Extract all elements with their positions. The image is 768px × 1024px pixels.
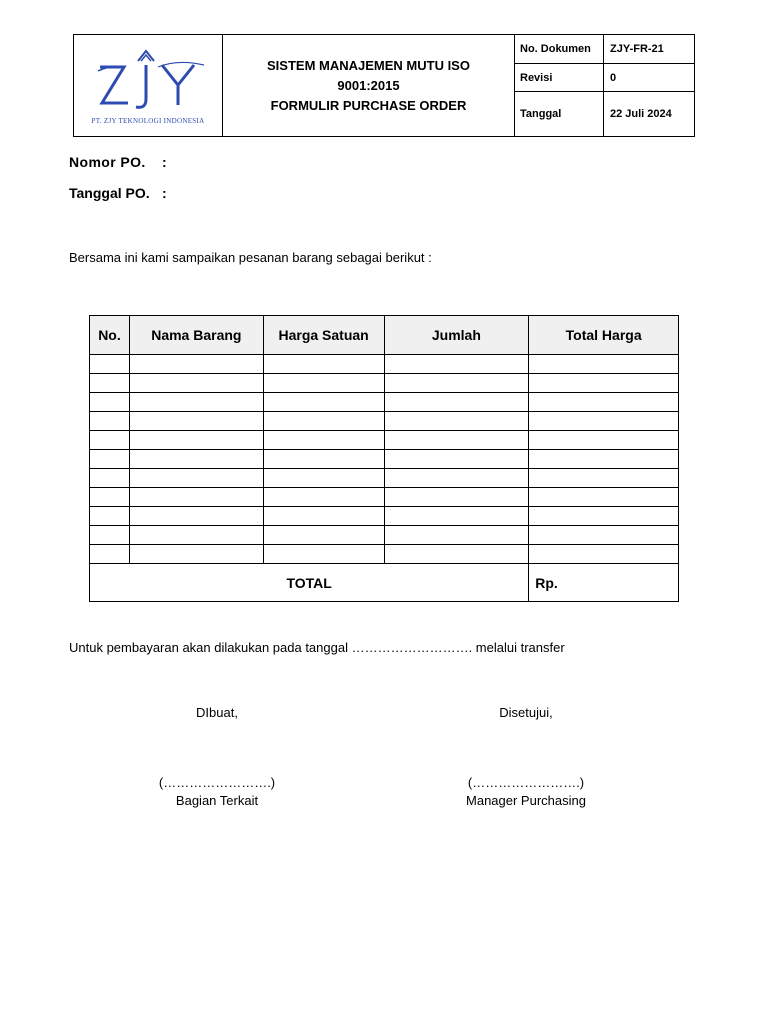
- table-cell[interactable]: [129, 545, 263, 564]
- table-cell[interactable]: [384, 431, 529, 450]
- table-cell[interactable]: [529, 450, 679, 469]
- title-line-1: SISTEM MANAJEMEN MUTU ISO: [267, 57, 470, 73]
- table-cell[interactable]: [384, 450, 529, 469]
- table-cell[interactable]: [263, 526, 384, 545]
- table-cell[interactable]: [529, 412, 679, 431]
- signature-line[interactable]: (…………………….): [467, 775, 585, 790]
- table-cell[interactable]: [263, 469, 384, 488]
- table-row: [90, 412, 679, 431]
- table-cell[interactable]: [529, 469, 679, 488]
- table-cell[interactable]: [90, 488, 130, 507]
- signature-role: Manager Purchasing: [466, 793, 586, 808]
- table-header-row: [90, 316, 679, 355]
- table-cell[interactable]: [263, 355, 384, 374]
- document-title: [223, 35, 515, 136]
- table-cell[interactable]: [263, 374, 384, 393]
- table-cell[interactable]: [384, 374, 529, 393]
- meta-row-revision: [515, 64, 694, 92]
- tanggal-po-label: Tanggal PO.: [69, 185, 150, 201]
- table-cell[interactable]: [263, 488, 384, 507]
- table-cell[interactable]: [263, 545, 384, 564]
- table-row: [90, 450, 679, 469]
- total-value[interactable]: Rp.: [529, 564, 679, 602]
- signature-line[interactable]: (…………………….): [158, 775, 276, 790]
- table-cell[interactable]: [263, 450, 384, 469]
- column-header-jumlah: Jumlah: [384, 316, 529, 355]
- tanggal-po-field: [69, 185, 167, 201]
- intro-text: Bersama ini kami sampaikan pesanan barang sebagai berikut :: [69, 250, 432, 265]
- zjy-logo-icon: [80, 43, 216, 117]
- table-cell[interactable]: [129, 450, 263, 469]
- separator: :: [162, 154, 168, 170]
- title-line-3: FORMULIR PURCHASE ORDER: [270, 97, 467, 113]
- table-total-row: [90, 564, 679, 602]
- table-cell[interactable]: [529, 507, 679, 526]
- nomor-po-label: Nomor PO.: [69, 154, 146, 170]
- table-cell[interactable]: [90, 526, 130, 545]
- table-body: [90, 355, 679, 564]
- table-cell[interactable]: [90, 374, 130, 393]
- table-cell[interactable]: [263, 431, 384, 450]
- table-cell[interactable]: [90, 469, 130, 488]
- total-label: TOTAL: [90, 564, 529, 602]
- table-cell[interactable]: [384, 355, 529, 374]
- meta-row-date: [515, 92, 694, 136]
- table-cell[interactable]: [90, 412, 130, 431]
- table-cell[interactable]: [263, 412, 384, 431]
- meta-value: 22 Juli 2024: [610, 108, 672, 120]
- table-cell[interactable]: [90, 450, 130, 469]
- column-header-harga-satuan: Harga Satuan: [263, 316, 384, 355]
- table-cell[interactable]: [384, 469, 529, 488]
- table-cell[interactable]: [529, 431, 679, 450]
- meta-value: ZJY-FR-21: [610, 43, 664, 55]
- table-cell[interactable]: [384, 393, 529, 412]
- table-cell[interactable]: [90, 507, 130, 526]
- payment-text: Untuk pembayaran akan dilakukan pada tanggal ………………………. melalui transfer: [69, 640, 565, 655]
- table-cell[interactable]: [129, 526, 263, 545]
- table-row: [90, 393, 679, 412]
- meta-row-document-number: [515, 35, 694, 64]
- meta-label: Revisi: [515, 64, 604, 91]
- meta-value: 0: [610, 71, 617, 84]
- document-meta: [515, 35, 694, 136]
- table-cell[interactable]: [129, 507, 263, 526]
- table-cell[interactable]: [129, 374, 263, 393]
- table-row: [90, 469, 679, 488]
- signature-role: Bagian Terkait: [175, 793, 259, 808]
- table-cell[interactable]: [384, 488, 529, 507]
- table-cell[interactable]: [384, 545, 529, 564]
- table-cell[interactable]: [90, 431, 130, 450]
- column-header-nama-barang: Nama Barang: [129, 316, 263, 355]
- separator: :: [162, 185, 167, 201]
- table-cell[interactable]: [384, 507, 529, 526]
- table-cell[interactable]: [129, 488, 263, 507]
- document-header: [73, 34, 695, 137]
- signature-title: Disetujui,: [499, 705, 553, 720]
- order-items-table: [89, 315, 679, 602]
- table-row: [90, 545, 679, 564]
- company-caption: PT. ZJY TEKNOLOGI INDONESIA: [91, 117, 205, 125]
- table-cell[interactable]: [529, 488, 679, 507]
- table-cell[interactable]: [529, 393, 679, 412]
- table-cell[interactable]: [529, 545, 679, 564]
- table-cell[interactable]: [263, 507, 384, 526]
- column-header-no: No.: [90, 316, 130, 355]
- nomor-po-field: [69, 154, 167, 170]
- table-cell[interactable]: [529, 526, 679, 545]
- table-cell[interactable]: [384, 526, 529, 545]
- table-cell[interactable]: [90, 393, 130, 412]
- table-cell[interactable]: [129, 469, 263, 488]
- table-cell[interactable]: [384, 412, 529, 431]
- company-logo: [74, 35, 223, 136]
- table-cell[interactable]: [129, 355, 263, 374]
- table-row: [90, 526, 679, 545]
- table-cell[interactable]: [529, 355, 679, 374]
- table-cell[interactable]: [129, 431, 263, 450]
- meta-label: Tanggal: [515, 92, 604, 136]
- table-cell[interactable]: [529, 374, 679, 393]
- table-cell[interactable]: [129, 393, 263, 412]
- table-cell[interactable]: [129, 412, 263, 431]
- meta-label: No. Dokumen: [515, 35, 604, 63]
- table-row: [90, 431, 679, 450]
- column-header-total-harga: Total Harga: [529, 316, 679, 355]
- table-row: [90, 507, 679, 526]
- table-cell[interactable]: [90, 355, 130, 374]
- signature-title: DIbuat,: [196, 705, 238, 720]
- table-cell[interactable]: [90, 545, 130, 564]
- title-line-2: 9001:2015: [337, 77, 400, 93]
- table-row: [90, 355, 679, 374]
- table-cell[interactable]: [263, 393, 384, 412]
- table-row: [90, 488, 679, 507]
- table-row: [90, 374, 679, 393]
